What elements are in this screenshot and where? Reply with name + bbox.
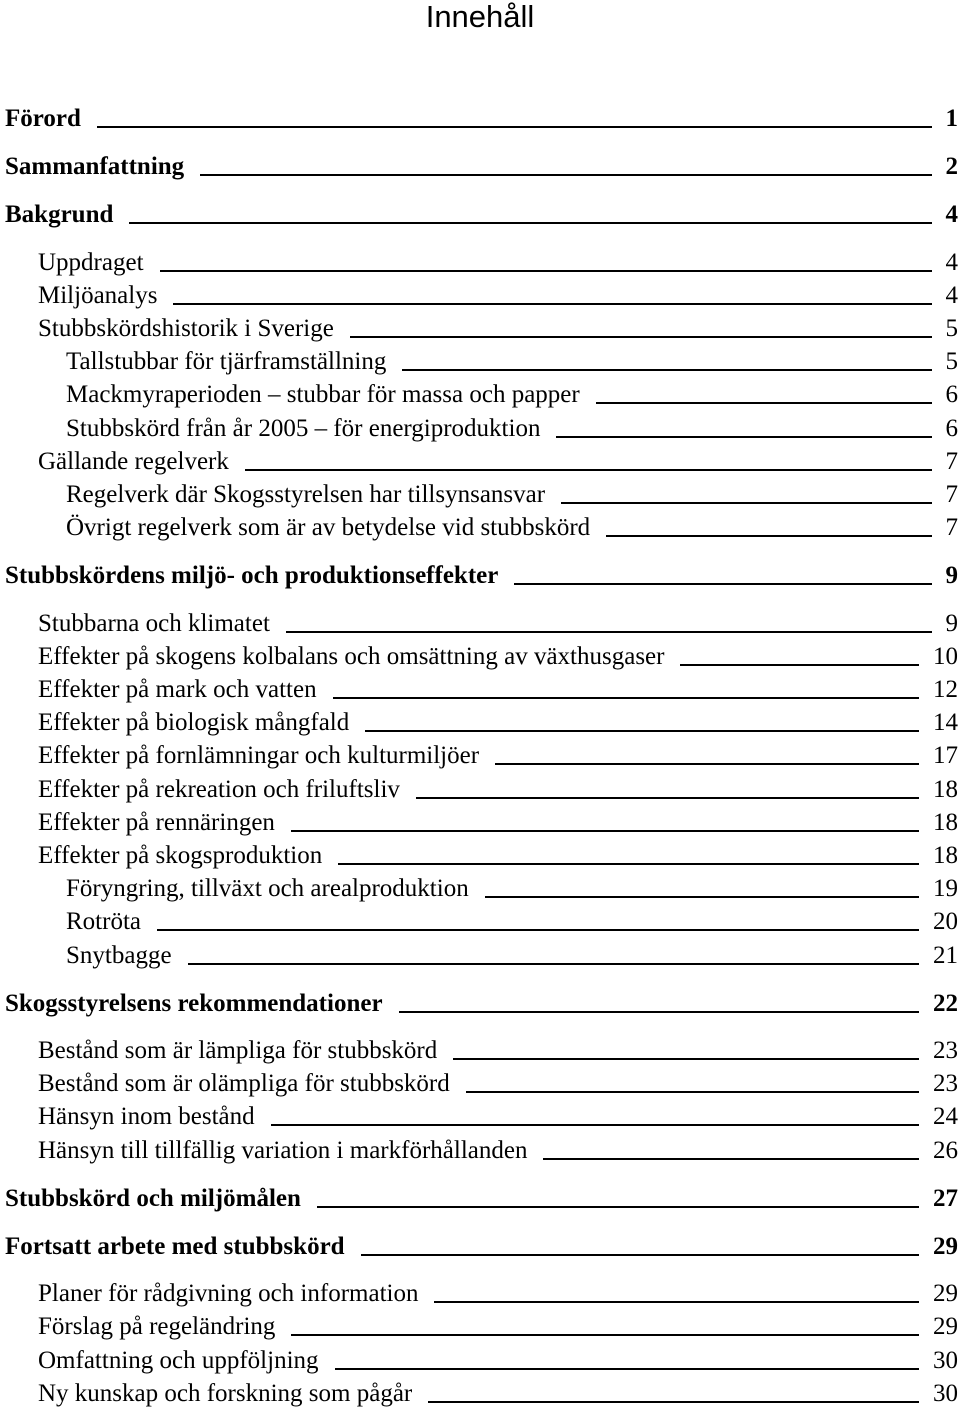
toc-entry[interactable] bbox=[0, 806, 960, 840]
toc-page-number: 17 bbox=[933, 742, 958, 769]
toc-page-number: 18 bbox=[933, 776, 958, 803]
toc-entry[interactable] bbox=[0, 872, 960, 906]
toc-entry-title: Stubbskörd och miljömålen bbox=[5, 1185, 301, 1212]
toc-page-number: 20 bbox=[933, 908, 958, 935]
toc-leader-line bbox=[200, 174, 932, 176]
toc-entry-title: Förslag på regeländring bbox=[38, 1313, 276, 1340]
toc-leader-line bbox=[514, 583, 932, 585]
toc-leader-line bbox=[606, 535, 932, 537]
toc-entry-title: Förord bbox=[5, 105, 81, 132]
toc-leader-line bbox=[286, 631, 932, 633]
toc-entry-title: Övrigt regelverk som är av betydelse vid stubbskörd bbox=[66, 514, 591, 541]
toc-section-entry[interactable] bbox=[0, 1182, 960, 1216]
toc-page-number: 23 bbox=[933, 1037, 958, 1064]
toc-leader-line bbox=[291, 830, 919, 832]
toc-entry[interactable] bbox=[0, 706, 960, 740]
toc-entry-title: Miljöanalys bbox=[38, 282, 158, 309]
toc-page-number: 30 bbox=[933, 1347, 958, 1374]
toc-leader-line bbox=[188, 963, 919, 965]
toc-leader-line bbox=[365, 730, 919, 732]
toc-entry-title: Skogsstyrelsens rekommendationer bbox=[5, 990, 383, 1017]
toc-page-number: 7 bbox=[945, 448, 958, 475]
toc-entry[interactable] bbox=[0, 1067, 960, 1101]
toc-entry-title: Planer för rådgivning och information bbox=[38, 1280, 419, 1307]
toc-entry-title: Stubbskördshistorik i Sverige bbox=[38, 315, 334, 342]
toc-leader-line bbox=[596, 402, 932, 404]
toc-entry-title: Föryngring, tillväxt och arealproduktion bbox=[66, 875, 469, 902]
toc-leader-line bbox=[317, 1206, 919, 1208]
toc-leader-line bbox=[485, 896, 919, 898]
toc-leader-line bbox=[416, 797, 919, 799]
toc-entry[interactable] bbox=[0, 1277, 960, 1311]
toc-leader-line bbox=[157, 929, 919, 931]
toc-entry-title: Stubbarna och klimatet bbox=[38, 610, 270, 637]
toc-entry[interactable] bbox=[0, 607, 960, 641]
toc-section-entry[interactable] bbox=[0, 102, 960, 136]
toc-section-entry[interactable] bbox=[0, 1230, 960, 1264]
toc-page-number: 9 bbox=[945, 562, 958, 589]
toc-leader-line bbox=[495, 763, 919, 765]
toc-entry-title: Effekter på skogsproduktion bbox=[38, 842, 323, 869]
toc-leader-line bbox=[350, 336, 932, 338]
toc-entry-title: Mackmyraperioden – stubbar för massa och papper bbox=[66, 381, 580, 408]
toc-entry[interactable] bbox=[0, 412, 960, 446]
toc-leader-line bbox=[561, 502, 932, 504]
toc-entry-title: Effekter på rennäringen bbox=[38, 809, 275, 836]
toc-entry-title: Bakgrund bbox=[5, 201, 114, 228]
toc-page-number: 29 bbox=[933, 1233, 958, 1260]
toc-page-number: 7 bbox=[945, 481, 958, 508]
toc-leader-line bbox=[129, 222, 932, 224]
toc-entry-title: Bestånd som är olämpliga för stubbskörd bbox=[38, 1070, 450, 1097]
toc-entry-title: Rotröta bbox=[66, 908, 141, 935]
toc-heading: Innehåll bbox=[425, 0, 535, 34]
toc-entry-title: Omfattning och uppföljning bbox=[38, 1347, 319, 1374]
toc-entry-title: Gällande regelverk bbox=[38, 448, 229, 475]
toc-leader-line bbox=[680, 664, 919, 666]
toc-page-number: 22 bbox=[933, 990, 958, 1017]
toc-entry-title: Sammanfattning bbox=[5, 153, 185, 180]
toc-page-number: 14 bbox=[933, 709, 958, 736]
toc-entry[interactable] bbox=[0, 739, 960, 773]
toc-page-number: 23 bbox=[933, 1070, 958, 1097]
toc-page-number: 2 bbox=[945, 153, 958, 180]
toc-page-number: 9 bbox=[945, 610, 958, 637]
toc-entry-title: Effekter på mark och vatten bbox=[38, 676, 317, 703]
toc-page-number: 29 bbox=[933, 1280, 958, 1307]
toc-entry[interactable] bbox=[0, 1377, 960, 1411]
toc-entry[interactable] bbox=[0, 1134, 960, 1168]
toc-page-number: 4 bbox=[945, 282, 958, 309]
toc-page-number: 6 bbox=[945, 381, 958, 408]
toc-entry[interactable] bbox=[0, 345, 960, 379]
toc-leader-line bbox=[361, 1254, 919, 1256]
toc-page-number: 21 bbox=[933, 942, 958, 969]
toc-leader-line bbox=[434, 1301, 919, 1303]
toc-entry-title: Stubbskörd från år 2005 – för energiproduktion bbox=[66, 415, 541, 442]
toc-leader-line bbox=[97, 126, 932, 128]
toc-entry[interactable] bbox=[0, 640, 960, 674]
toc-page-number: 27 bbox=[933, 1185, 958, 1212]
toc-page-number: 30 bbox=[933, 1380, 958, 1407]
toc-entry[interactable] bbox=[0, 478, 960, 512]
toc-leader-line bbox=[338, 863, 919, 865]
toc-leader-line bbox=[453, 1058, 919, 1060]
toc-leader-line bbox=[335, 1368, 919, 1370]
toc-leader-line bbox=[160, 270, 932, 272]
toc-page-number: 18 bbox=[933, 842, 958, 869]
toc-page-number: 5 bbox=[945, 348, 958, 375]
toc-section-entry[interactable] bbox=[0, 559, 960, 593]
toc-page-number: 18 bbox=[933, 809, 958, 836]
toc-page-number: 1 bbox=[945, 105, 958, 132]
toc-leader-line bbox=[428, 1401, 919, 1403]
toc-entry[interactable] bbox=[0, 246, 960, 280]
toc-entry-title: Snytbagge bbox=[66, 942, 172, 969]
toc-leader-line bbox=[245, 469, 932, 471]
toc-entry[interactable] bbox=[0, 312, 960, 346]
toc-entry-title: Tallstubbar för tjärframställning bbox=[66, 348, 387, 375]
toc-leader-line bbox=[543, 1158, 919, 1160]
toc-entry-title: Stubbskördens miljö- och produktionseffekter bbox=[5, 562, 499, 589]
toc-entry-title: Regelverk där Skogsstyrelsen har tillsynsansvar bbox=[66, 481, 546, 508]
toc-entry-title: Ny kunskap och forskning som pågår bbox=[38, 1380, 413, 1407]
toc-leader-line bbox=[402, 369, 932, 371]
toc-entry[interactable] bbox=[0, 1310, 960, 1344]
toc-leader-line bbox=[333, 697, 919, 699]
toc-entry[interactable] bbox=[0, 1034, 960, 1068]
toc-page-number: 10 bbox=[933, 643, 958, 670]
toc-page-number: 5 bbox=[945, 315, 958, 342]
toc-leader-line bbox=[271, 1124, 919, 1126]
toc-page-number: 12 bbox=[933, 676, 958, 703]
toc-page-number: 29 bbox=[933, 1313, 958, 1340]
toc-entry[interactable] bbox=[0, 839, 960, 873]
toc-leader-line bbox=[173, 303, 932, 305]
toc-entry[interactable] bbox=[0, 905, 960, 939]
toc-entry-title: Uppdraget bbox=[38, 249, 144, 276]
toc-entry-title: Effekter på biologisk mångfald bbox=[38, 709, 350, 736]
toc-leader-line bbox=[291, 1334, 919, 1336]
toc-entry[interactable] bbox=[0, 673, 960, 707]
toc-page-number: 24 bbox=[933, 1103, 958, 1130]
toc-entry-title: Effekter på rekreation och friluftsliv bbox=[38, 776, 400, 803]
toc-page-number: 19 bbox=[933, 875, 958, 902]
toc-entry[interactable] bbox=[0, 1100, 960, 1134]
toc-entry-title: Fortsatt arbete med stubbskörd bbox=[5, 1233, 345, 1260]
toc-page-number: 7 bbox=[945, 514, 958, 541]
toc-entry-title: Bestånd som är lämpliga för stubbskörd bbox=[38, 1037, 438, 1064]
toc-entry[interactable] bbox=[0, 1344, 960, 1378]
toc-leader-line bbox=[556, 436, 932, 438]
toc-page-number: 26 bbox=[933, 1137, 958, 1164]
toc-page-number: 4 bbox=[945, 249, 958, 276]
toc-section-entry[interactable] bbox=[0, 198, 960, 232]
toc-leader-line bbox=[399, 1011, 919, 1013]
toc-entry[interactable] bbox=[0, 445, 960, 479]
toc-entry-title: Effekter på skogens kolbalans och omsättning av växthusgaser bbox=[38, 643, 665, 670]
toc-entry[interactable] bbox=[0, 773, 960, 807]
toc-entry-title: Effekter på fornlämningar och kulturmiljöer bbox=[38, 742, 480, 769]
toc-entry[interactable] bbox=[0, 511, 960, 545]
toc-entry[interactable] bbox=[0, 279, 960, 313]
toc-leader-line bbox=[466, 1091, 919, 1093]
toc-entry-title: Hänsyn inom bestånd bbox=[38, 1103, 255, 1130]
toc-page-number: 6 bbox=[945, 415, 958, 442]
toc-section-entry[interactable] bbox=[0, 150, 960, 184]
toc-section-entry[interactable] bbox=[0, 987, 960, 1021]
toc-entry-title: Hänsyn till tillfällig variation i markförhållanden bbox=[38, 1137, 528, 1164]
toc-entry[interactable] bbox=[0, 378, 960, 412]
toc-entry[interactable] bbox=[0, 939, 960, 973]
toc-page-number: 4 bbox=[945, 201, 958, 228]
